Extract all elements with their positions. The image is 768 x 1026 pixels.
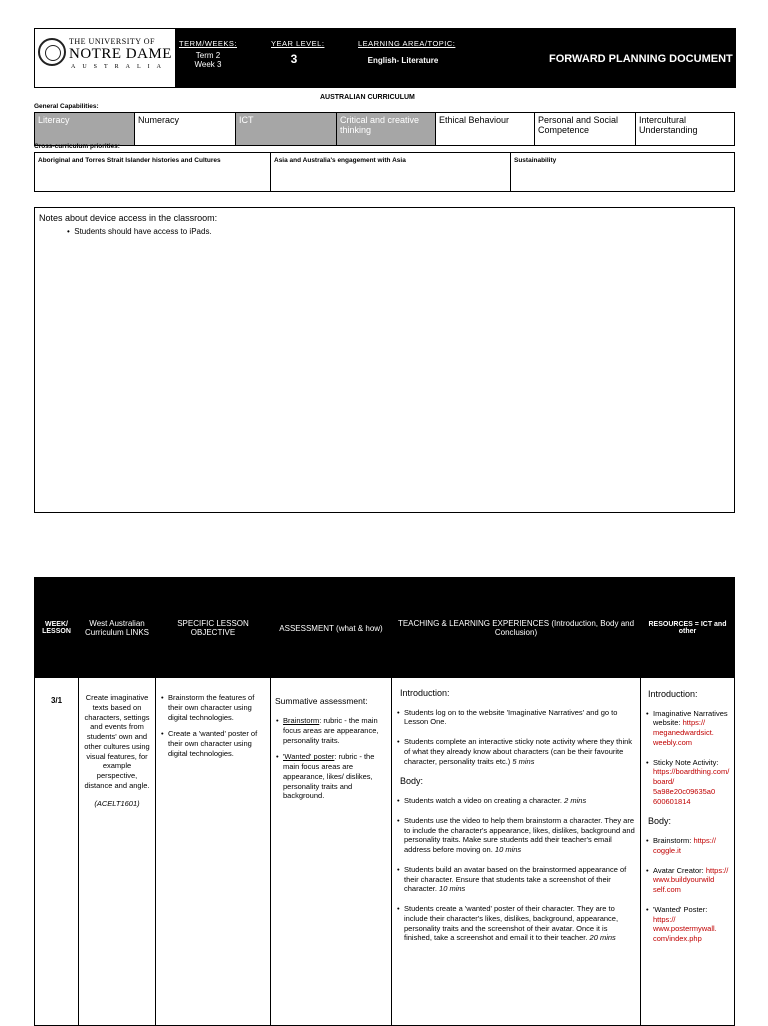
general-capabilities-label: General Capabilities: xyxy=(34,103,99,110)
resources-cell xyxy=(641,680,734,958)
resource-link[interactable]: https:// www.postermywall. com/index.php xyxy=(653,914,717,944)
objective-item: • Create a 'wanted' poster of their own character using digital technologies. xyxy=(168,729,266,758)
resource-link[interactable]: https://boardthing.com/ board/ 5a98e20c09635a0 600601814 xyxy=(653,767,730,806)
intro-heading: Introduction: xyxy=(400,688,450,698)
resource-link[interactable]: https:// coggle.it xyxy=(653,836,716,855)
header-objective: SPECIFIC LESSON OBJECTIVE xyxy=(156,578,271,678)
logo-line3: AUSTRALIA xyxy=(71,64,168,70)
assessment-item: • 'Wanted' poster: rubric - the main focus areas are appearance, likes/ dislikes, personality traits and background. xyxy=(283,752,387,801)
body-heading: Body: xyxy=(400,776,424,787)
resource-item: • Avatar Creator: https:// www.buildyourwild self.com xyxy=(653,866,730,895)
header-resources: RESOURCES = ICT and other xyxy=(648,621,727,635)
resource-link[interactable]: https:// meganedwardsict. weebly.com xyxy=(653,718,714,747)
week-lesson-cell: 3/1 xyxy=(50,696,63,705)
resource-item: • Sticky Note Activity: https://boardthing.com/ board/ 5a98e20c09635a0 600601814 xyxy=(653,758,730,807)
university-seal-icon xyxy=(38,38,66,66)
resource-item: • Brainstorm: https:// coggle.it xyxy=(653,836,730,856)
priorities-table xyxy=(34,152,735,192)
objective-item: • Brainstorm the features of their own character using digital technologies. xyxy=(168,693,266,722)
teaching-item: • Students complete an interactive sticky note activity where they think of what they already know about characters (can be their favourite character, personality traits etc.) 5 mins xyxy=(404,737,636,766)
year-value: 3 xyxy=(290,52,298,66)
curriculum-links-cell xyxy=(79,680,155,812)
priority-sustainability: Sustainability xyxy=(511,153,735,192)
teaching-item: • Students create a 'wanted' poster of their character. They are to include their character's likes, dislikes, background, appearance, personality traits and the screenshot of their avatar. Once it is finished, take a screenshot and email it to their teacher. 20 mins xyxy=(404,904,636,943)
cross-curriculum-label: Cross-curriculum priorities: xyxy=(34,143,120,150)
header-links: West Australian Curriculum LINKS xyxy=(79,578,156,678)
capability-numeracy: Numeracy xyxy=(135,113,236,146)
resources-intro-heading: Introduction: xyxy=(648,689,698,699)
assessment-title: Summative assessment: xyxy=(275,696,368,706)
header-assessment: ASSESSMENT (what & how) xyxy=(271,578,392,678)
logo-line1: THE UNIVERSITY OF xyxy=(69,37,155,46)
area-label: LEARNING AREA/TOPIC: xyxy=(358,39,456,48)
resource-item: • Imaginative Narratives website: https:// meganedwardsict. weebly.com xyxy=(653,709,730,748)
term-label: TERM/WEEKS: xyxy=(179,39,238,48)
objective-cell xyxy=(156,680,270,770)
assessment-item: • Brainstorm: rubric - the main focus areas are appearance, personality traits. xyxy=(283,716,387,745)
week-value: Week 3 xyxy=(194,60,222,69)
priority-aboriginal: Aboriginal and Torres Strait Islander histories and Cultures xyxy=(35,153,271,192)
document-title: FORWARD PLANNING DOCUMENT xyxy=(549,53,733,65)
resources-body-heading: Body: xyxy=(648,816,672,827)
notes-item: • Students should have access to iPads. xyxy=(67,227,212,236)
teaching-item: • Students watch a video on creating a character. 2 mins xyxy=(404,796,636,806)
table-header-row xyxy=(35,578,734,678)
curriculum-link-text: Create imaginative texts based on characters, settings and events from students' own and other cultures using visual features, for example perspective, distance and angle. xyxy=(84,693,150,790)
header-week: WEEK/ LESSON xyxy=(35,578,79,678)
capability-intercultural: Intercultural Understanding xyxy=(636,113,735,146)
capabilities-table xyxy=(34,112,735,146)
curriculum-code: (ACELT1601) xyxy=(94,798,140,808)
year-label: YEAR LEVEL: xyxy=(271,39,325,48)
university-logo xyxy=(35,29,175,87)
assessment-cell xyxy=(271,680,391,812)
term-value: Term 2 xyxy=(195,51,221,60)
capability-literacy: Literacy xyxy=(35,113,135,146)
device-notes-box xyxy=(34,207,735,513)
column-divider xyxy=(155,578,156,1025)
priority-asia: Asia and Australia's engagement with Asia xyxy=(271,153,511,192)
lesson-plan-table xyxy=(34,577,735,1026)
capability-ict: ICT xyxy=(236,113,337,146)
teaching-item: • Students build an avatar based on the brainstormed appearance of their character. Ensure that students take a screenshot of their character. 10 mins xyxy=(404,865,636,894)
capability-critical-thinking: Critical and creative thinking xyxy=(337,113,436,146)
document-header xyxy=(34,28,736,88)
header-teaching: TEACHING & LEARNING EXPERIENCES (Introduction, Body and Conclusion) xyxy=(392,578,641,678)
resource-item: • 'Wanted' Poster: https:// www.postermywall. com/index.php xyxy=(653,905,730,944)
logo-line2: NOTRE DAME xyxy=(69,46,172,62)
capability-ethical-behaviour: Ethical Behaviour xyxy=(436,113,535,146)
capability-personal-social: Personal and Social Competence xyxy=(535,113,636,146)
curriculum-title: AUSTRALIAN CURRICULUM xyxy=(320,94,415,101)
teaching-cell xyxy=(392,680,640,957)
teaching-item: • Students log on to the website 'Imaginative Narratives' and go to Lesson One. xyxy=(404,708,636,728)
area-value: English- Literature xyxy=(367,56,439,65)
notes-title: Notes about device access in the classroom: xyxy=(39,213,218,223)
resource-link[interactable]: https:// www.buildyourwild self.com xyxy=(653,865,729,895)
teaching-item: • Students use the video to help them brainstorm a character. They are to include the character's appearance, likes, dislikes, background and personality traits. Make sure students add their teacher's email address before moving on. 10 mins xyxy=(404,816,636,855)
